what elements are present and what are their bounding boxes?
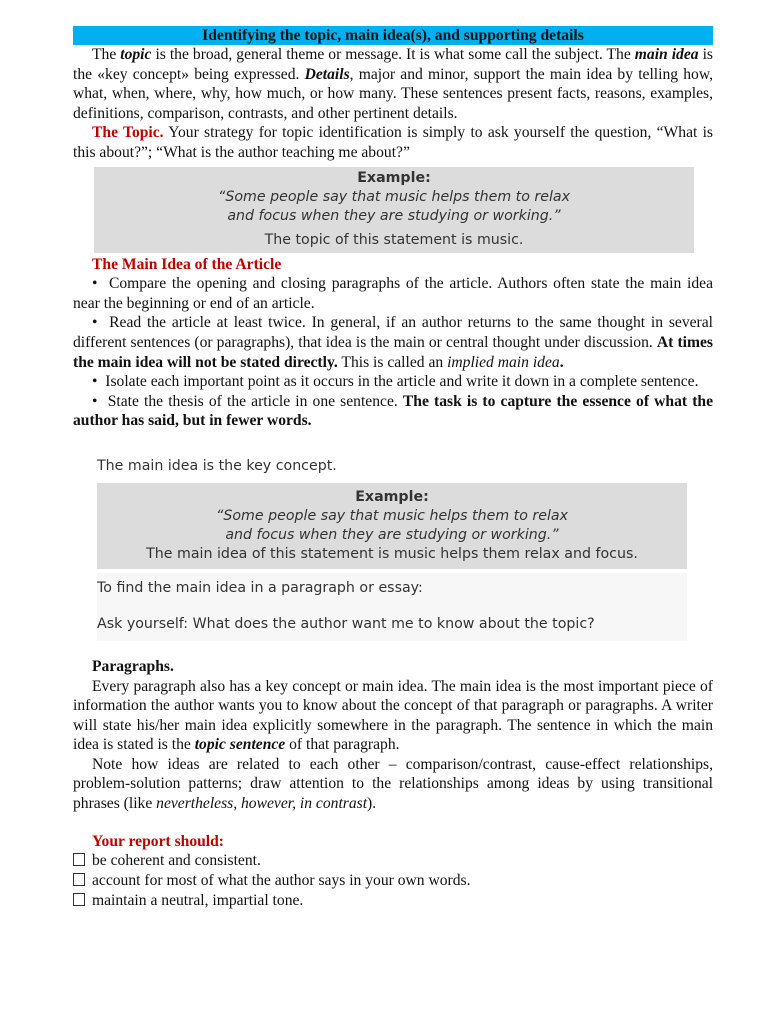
bullet-text-4a: State the thesis of the article in one sentence. bbox=[107, 392, 403, 410]
bullet-text-2a: Read the article at least twice. In general, if an author returns to the same thought in several different sentences (or paragraphs), that idea is the main or central thought under discussion. bbox=[73, 314, 714, 351]
report-heading: Your report should: bbox=[92, 832, 224, 850]
checkbox-icon bbox=[73, 873, 85, 886]
bullet-text-2-italic: implied main idea bbox=[447, 353, 560, 371]
topic-paragraph bbox=[73, 123, 713, 162]
find-main-idea-line: To find the main idea in a paragraph or essay: bbox=[97, 579, 423, 596]
paragraphs-text-2b: ). bbox=[367, 795, 377, 813]
bullet-text-2-bold: At times the main idea will not be stated directly. bbox=[73, 333, 713, 371]
bullet-text-1: Compare the opening and closing paragraphs of the article. Authors often state the main idea near the beginning or end of an article. bbox=[73, 275, 713, 312]
topic-text: Your strategy for topic identification is simply to ask yourself the question, “What is this about?”; “What is the author teaching me about?” bbox=[73, 124, 714, 161]
paragraphs-heading-text: Paragraphs. bbox=[92, 657, 174, 675]
example-box-main-idea bbox=[97, 483, 687, 569]
intro-text-4: , major and minor, support the main idea by telling how, what, when, where, why, how much, or how many. These sentences present facts, reasons, examples, definitions, comparison, contrasts, and other pertinent details. bbox=[73, 65, 713, 122]
term-topic: topic bbox=[120, 46, 152, 63]
report-item-text: maintain a neutral, impartial tone. bbox=[92, 892, 304, 910]
term-main-idea: main idea bbox=[634, 46, 699, 63]
example-quote-line-2: and focus when they are studying or working.” bbox=[225, 526, 559, 543]
example-box-topic bbox=[94, 167, 694, 253]
intro-text-1: The bbox=[92, 46, 121, 63]
paragraphs-text-1b: of that paragraph. bbox=[285, 736, 400, 754]
paragraphs-heading bbox=[73, 657, 713, 677]
main-idea-infographic bbox=[97, 453, 687, 641]
term-topic-sentence: topic sentence bbox=[194, 736, 286, 754]
transitional-phrases: nevertheless, however, in contrast bbox=[156, 795, 368, 813]
bullet-item: • Isolate each important point as it occurs in the article and write it down in a complete sentence. bbox=[92, 373, 699, 391]
bullet-text-3: Isolate each important point as it occurs in the article and write it down in a complete sentence. bbox=[105, 373, 699, 391]
ask-yourself-line: Ask yourself: What does the author want me to know about the topic? bbox=[97, 615, 595, 632]
bullet-item: • Compare the opening and closing paragraphs of the article. Authors often state the main idea near the beginning or end of an article. bbox=[73, 275, 713, 312]
example-conclusion: The topic of this statement is music. bbox=[264, 231, 524, 248]
bullet-text-2d: . bbox=[559, 353, 564, 371]
main-idea-heading: The Main Idea of the Article bbox=[92, 255, 282, 273]
example-quote-line-1: “Some people say that music helps them to relax bbox=[218, 188, 570, 205]
intro-text-2: is the broad, general theme or message. It is what some call the subject. The bbox=[151, 46, 635, 63]
report-item bbox=[73, 871, 713, 891]
topic-label: The Topic. bbox=[92, 124, 164, 142]
report-item-text: account for most of what the author says in your own words. bbox=[92, 872, 471, 890]
paragraphs-paragraph-2 bbox=[73, 755, 713, 814]
bullet-item: • Read the article at least twice. In general, if an author returns to the same thought in several different sentences (or paragraphs), that idea is the main or central thought under discussion. At times the main idea will not be stated directly. This is called an implied main idea. bbox=[73, 314, 714, 371]
paragraphs-text-1a: Every paragraph also has a key concept or main idea. The main idea is the most important piece of information the author wants you to know about the concept of that paragraph or paragraphs. A writer will state his/her main idea explicitly somewhere in the paragraph. The sentence in which the main idea is stated is the bbox=[73, 677, 713, 754]
document-title: Identifying the topic, main idea(s), and supporting details bbox=[73, 26, 713, 45]
example-conclusion: The main idea of this statement is music helps them relax and focus. bbox=[146, 545, 638, 562]
find-section bbox=[97, 573, 687, 641]
checkbox-icon bbox=[73, 893, 85, 906]
bullet-text-2c: This is called an bbox=[337, 353, 448, 371]
checkbox-icon bbox=[73, 853, 85, 866]
intro-paragraph bbox=[73, 45, 713, 123]
report-item bbox=[73, 891, 713, 911]
document-page bbox=[73, 26, 713, 911]
report-item-text: be coherent and consistent. bbox=[92, 852, 261, 870]
example-label: Example: bbox=[355, 488, 429, 505]
example-quote-line-1: “Some people say that music helps them to relax bbox=[216, 507, 568, 524]
bullet-item: • State the thesis of the article in one sentence. The task is to capture the essence of what the author has said, but in fewer words. bbox=[73, 392, 713, 430]
key-concept-line: The main idea is the key concept. bbox=[97, 457, 337, 474]
bullet-text-4-bold: The task is to capture the essence of what the author has said, but in fewer words. bbox=[73, 392, 713, 430]
example-label: Example: bbox=[357, 169, 431, 186]
intro-text-3: is the «key concept» being expressed. bbox=[73, 46, 713, 83]
report-item bbox=[73, 851, 713, 871]
example-quote-line-2: and focus when they are studying or working.” bbox=[227, 207, 561, 224]
paragraphs-text-2a: Note how ideas are related to each other – comparison/contrast, cause-effect relationships, problem-solution patterns; draw attention to the relationships among ideas by using transitional phrases (like bbox=[73, 755, 713, 813]
paragraphs-paragraph-1 bbox=[73, 677, 713, 755]
term-details: Details bbox=[304, 65, 350, 83]
